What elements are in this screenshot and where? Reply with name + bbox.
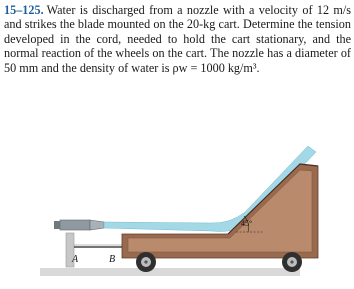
wheel-right [282,252,302,272]
label-b: B [109,254,116,265]
label-a: A [72,254,79,265]
problem-number: 15–125. [4,3,44,17]
ground [40,268,300,276]
wheel-left [136,252,156,272]
nozzle [54,220,104,230]
angle-label: 45° [241,219,253,228]
problem-text: Water is discharged from a nozzle with a velocity of 12 m/s and strikes the blade mounted on the 20-kg cart. Determine the tension developed in the cord, needed to hold the cart stationary, and the normal reaction of the wheels on the cart. The nozzle has a diameter of 50 mm and the density of water is ρw = 1000 kg/m³. [4,3,351,75]
